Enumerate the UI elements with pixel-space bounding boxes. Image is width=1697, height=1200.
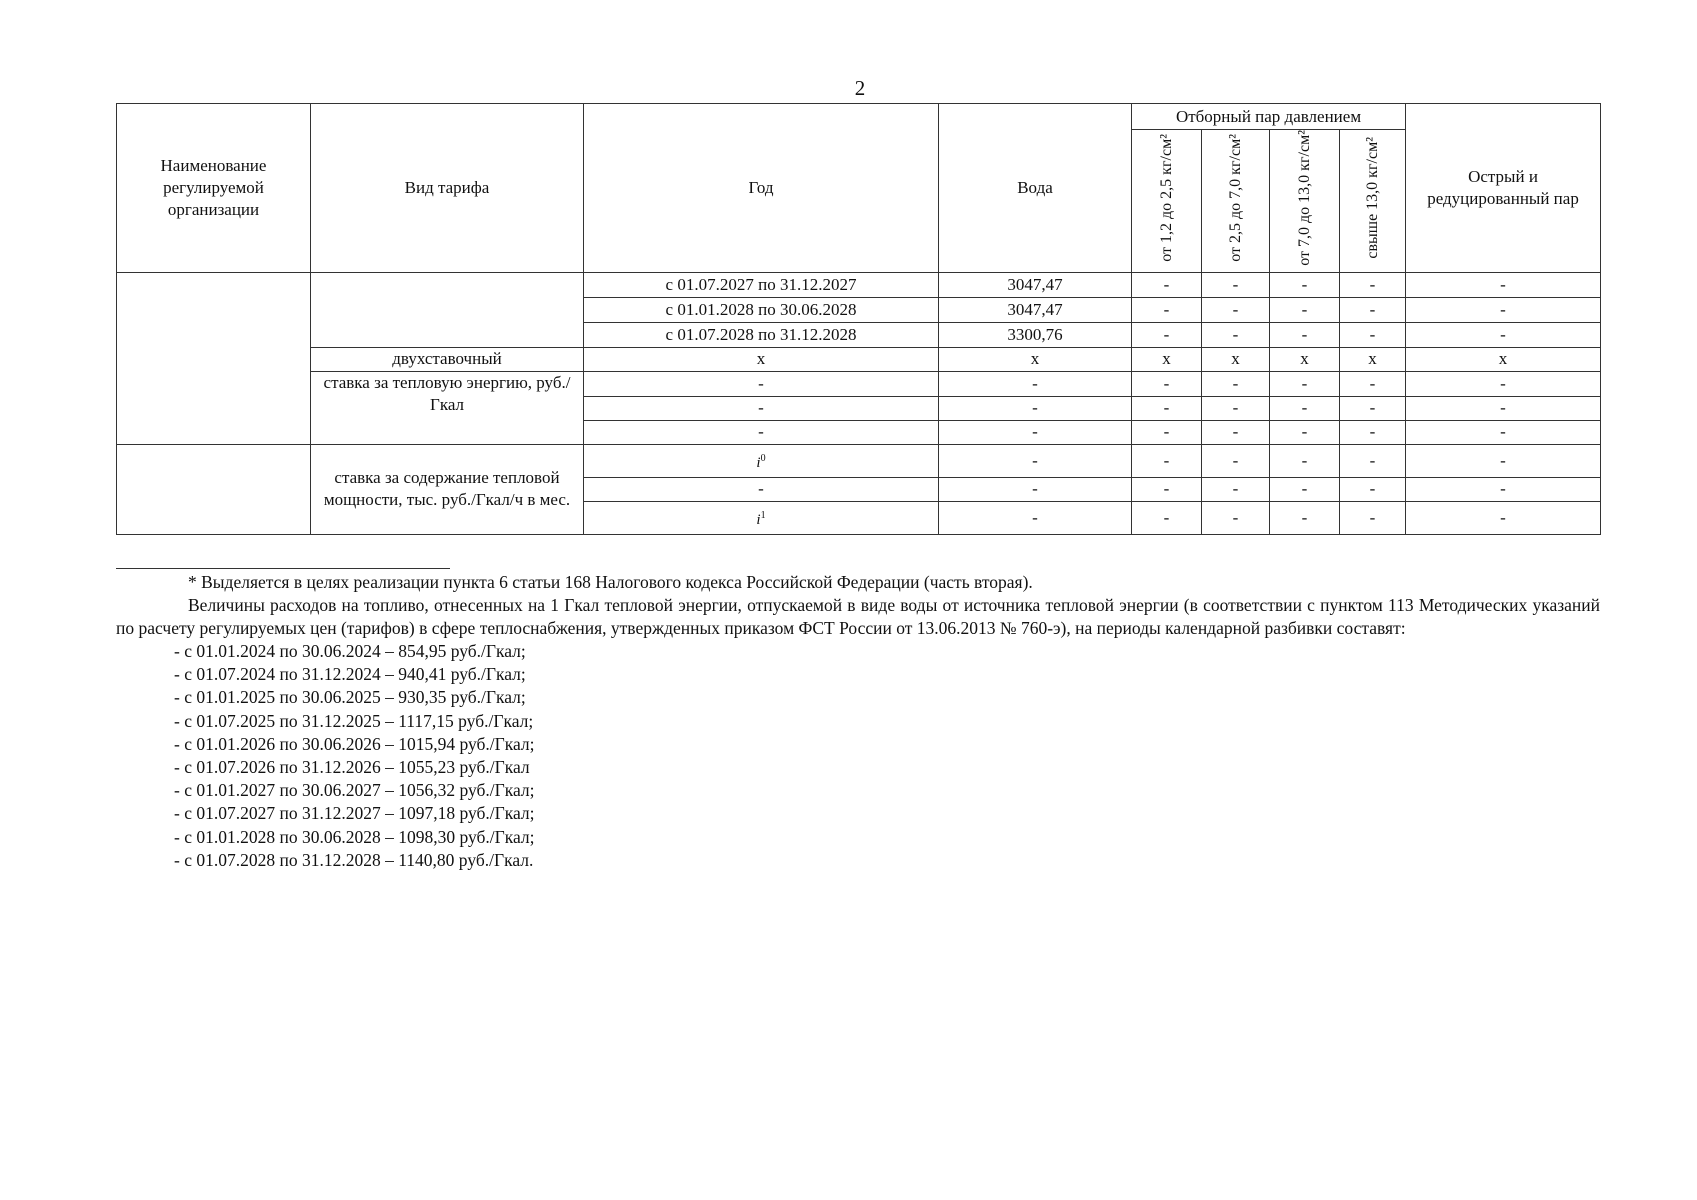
index-base: i [756, 511, 761, 528]
p4-cell: - [1340, 396, 1406, 420]
sharp-cell: х [1406, 347, 1601, 371]
p2-cell: - [1202, 322, 1270, 347]
water-cell: - [939, 501, 1132, 534]
tariff-cell: ставка за тепловую энергию, руб./Гкал [311, 371, 584, 444]
p4-cell: х [1340, 347, 1406, 371]
p2-cell: - [1202, 444, 1270, 477]
sharp-cell: - [1406, 272, 1601, 297]
sharp-cell: - [1406, 477, 1601, 501]
p1-cell: - [1132, 322, 1202, 347]
p1-cell: - [1132, 501, 1202, 534]
water-cell: - [939, 444, 1132, 477]
tariff-cell: двухставочный [311, 347, 584, 371]
water-cell: - [939, 420, 1132, 444]
p1-cell: - [1132, 444, 1202, 477]
p1-cell: - [1132, 477, 1202, 501]
fuel-cost-periods [116, 640, 1600, 872]
year-cell: с 01.07.2027 по 31.12.2027 [584, 272, 939, 297]
header-pressure-1 [1132, 130, 1202, 273]
table-row [117, 444, 1601, 477]
index-sup: 0 [760, 452, 766, 464]
page-number: 2 [854, 76, 866, 100]
p1-cell: - [1132, 371, 1202, 396]
header-pressure-4-label: свыше 13,0 кг/см² [1363, 137, 1381, 259]
list-item: - с 01.07.2028 по 31.12.2028 – 1140,80 руб./Гкал. [174, 849, 534, 870]
list-item: - с 01.07.2026 по 31.12.2026 – 1055,23 руб./Гкал [174, 757, 530, 778]
water-cell: - [939, 396, 1132, 420]
fuel-cost-paragraph: Величины расходов на топливо, отнесенных на 1 Гкал тепловой энергии, отпускаемой в виде воды от источника тепловой энергии (в соответствии с пунктом 113 Методических указаний по расчету регулируемых цен (тарифов) в сфере теплоснабжения, утвержденных приказом ФСТ России от 13.06.2013 № 760-э), на периоды календарной разбивки составят: [116, 595, 1600, 638]
p2-cell: - [1202, 420, 1270, 444]
list-item: - с 01.01.2027 по 30.06.2027 – 1056,32 руб./Гкал; [174, 780, 535, 801]
p4-cell: - [1340, 444, 1406, 477]
p4-cell: - [1340, 322, 1406, 347]
list-item: - с 01.01.2025 по 30.06.2025 – 930,35 руб./Гкал; [174, 687, 526, 708]
sharp-cell: - [1406, 371, 1601, 396]
water-cell: 3300,76 [939, 322, 1132, 347]
sharp-cell: - [1406, 444, 1601, 477]
p4-cell: - [1340, 272, 1406, 297]
p2-cell: - [1202, 477, 1270, 501]
p2-cell: - [1202, 371, 1270, 396]
year-cell: с 01.01.2028 по 30.06.2028 [584, 297, 939, 322]
header-organization: Наименование регулируемой организации [117, 104, 311, 273]
p3-cell: - [1270, 272, 1340, 297]
header-pressure-3 [1270, 130, 1340, 273]
year-cell: с 01.07.2028 по 31.12.2028 [584, 322, 939, 347]
p1-cell: - [1132, 420, 1202, 444]
organization-cell [117, 272, 311, 444]
p1-cell: - [1132, 297, 1202, 322]
index-symbol [756, 509, 766, 528]
p4-cell: - [1340, 501, 1406, 534]
p2-cell: - [1202, 272, 1270, 297]
list-item: - с 01.01.2026 по 30.06.2026 – 1015,94 руб./Гкал; [174, 733, 535, 754]
index-base: i [756, 454, 761, 471]
list-item: - с 01.01.2024 по 30.06.2024 – 854,95 руб./Гкал; [174, 641, 526, 661]
list-item: - с 01.07.2027 по 31.12.2027 – 1097,18 руб./Гкал; [174, 803, 535, 824]
p2-cell: - [1202, 501, 1270, 534]
footnote-text: * Выделяется в целях реализации пункта 6 статьи 168 Налогового кодекса Российской Федерации (часть вторая). [188, 572, 1033, 592]
water-cell: - [939, 371, 1132, 396]
header-pressure-3-label: от 7,0 до 13,0 кг/см² [1295, 130, 1313, 266]
tariff-cell: ставка за содержание тепловой мощности, тыс. руб./Гкал/ч в мес. [311, 444, 584, 534]
tariff-cell-blank [311, 272, 584, 347]
water-cell: 3047,47 [939, 272, 1132, 297]
header-row-1 [117, 104, 1601, 130]
p1-cell: х [1132, 347, 1202, 371]
header-pressure-4 [1340, 130, 1406, 273]
header-pressure-2-label: от 2,5 до 7,0 кг/см² [1226, 134, 1244, 262]
year-cell: - [584, 371, 939, 396]
header-pressure-2 [1202, 130, 1270, 273]
p2-cell: - [1202, 396, 1270, 420]
p3-cell: - [1270, 297, 1340, 322]
header-water: Вода [939, 104, 1132, 273]
list-item: - с 01.07.2025 по 31.12.2025 – 1117,15 руб./Гкал; [174, 710, 534, 731]
water-cell: 3047,47 [939, 297, 1132, 322]
sharp-cell: - [1406, 322, 1601, 347]
p3-cell: - [1270, 322, 1340, 347]
p3-cell: - [1270, 477, 1340, 501]
index-sup: 1 [760, 509, 766, 521]
header-steam-group: Отборный пар давлением [1132, 104, 1406, 130]
p1-cell: - [1132, 272, 1202, 297]
year-cell [584, 444, 939, 477]
year-cell: - [584, 477, 939, 501]
p3-cell: - [1270, 501, 1340, 534]
sharp-cell: - [1406, 501, 1601, 534]
p2-cell: - [1202, 297, 1270, 322]
p3-cell: х [1270, 347, 1340, 371]
year-cell: х [584, 347, 939, 371]
organization-cell-lower [117, 444, 311, 534]
water-cell: - [939, 477, 1132, 501]
header-sharp-steam: Острый и редуцированный пар [1406, 104, 1601, 273]
header-tariff-type: Вид тарифа [311, 104, 584, 273]
header-year: Год [584, 104, 939, 273]
p4-cell: - [1340, 297, 1406, 322]
table-row [117, 347, 1601, 371]
list-item: - с 01.07.2024 по 31.12.2024 – 940,41 руб./Гкал; [174, 664, 526, 685]
year-cell [584, 501, 939, 534]
sharp-cell: - [1406, 420, 1601, 444]
table-row [117, 272, 1601, 297]
sharp-cell: - [1406, 396, 1601, 420]
year-cell: - [584, 420, 939, 444]
p3-cell: - [1270, 420, 1340, 444]
table-row [117, 371, 1601, 396]
year-cell: - [584, 396, 939, 420]
water-cell: х [939, 347, 1132, 371]
header-pressure-1-label: от 1,2 до 2,5 кг/см² [1157, 134, 1175, 262]
p3-cell: - [1270, 444, 1340, 477]
tariff-table [116, 103, 1601, 535]
footnote-divider [116, 568, 450, 569]
notes-section [116, 571, 1600, 872]
p4-cell: - [1340, 420, 1406, 444]
p4-cell: - [1340, 477, 1406, 501]
index-symbol [756, 452, 766, 471]
p2-cell: х [1202, 347, 1270, 371]
p3-cell: - [1270, 396, 1340, 420]
sharp-cell: - [1406, 297, 1601, 322]
p1-cell: - [1132, 396, 1202, 420]
p3-cell: - [1270, 371, 1340, 396]
p4-cell: - [1340, 371, 1406, 396]
list-item: - с 01.01.2028 по 30.06.2028 – 1098,30 руб./Гкал; [174, 826, 535, 847]
